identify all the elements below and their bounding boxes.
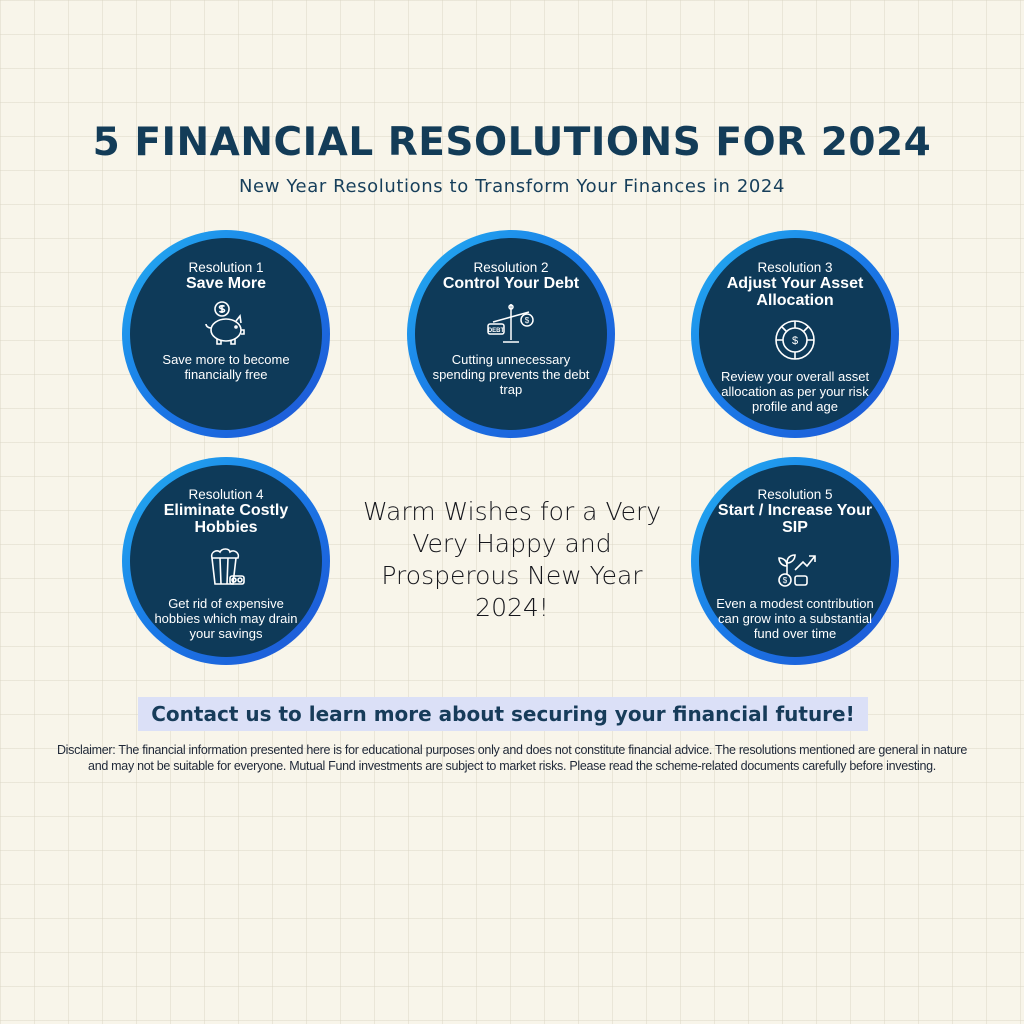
resolution-number: Resolution 3 (757, 260, 833, 275)
resolution-title: Adjust Your Asset Allocation (726, 275, 864, 309)
resolution-title: Control Your Debt (442, 275, 580, 292)
debt-scale-icon (485, 300, 537, 346)
page-subtitle: New Year Resolutions to Transform Your Finances in 2024 (238, 176, 786, 197)
contact-banner: Contact us to learn more about securing your financial future! (138, 697, 868, 731)
resolution-title: Save More (185, 275, 267, 292)
resolution-card-3 (691, 230, 899, 438)
disclaimer-text: Disclaimer: The financial information presented here is for educational purposes only and does not constitute financial advice. The resolutions mentioned are general in nature and may not be suitable for everyone. Mutual Fund investments are subject to market risks. Please read the scheme-related documents carefully before investing. (56, 743, 968, 773)
popcorn-cinema-icon (200, 544, 252, 590)
new-year-wishes: Warm Wishes for a Very Very Happy and Prosperous New Year 2024! (362, 497, 662, 622)
debt-label: DEBT (487, 328, 505, 334)
resolution-card-4 (122, 457, 330, 665)
resolution-description: Cutting unnecessary spending prevents the debt trap (432, 352, 590, 397)
resolution-number: Resolution 1 (188, 260, 264, 275)
resolution-card-5 (691, 457, 899, 665)
resolution-description: Even a modest contribution can grow into a substantial fund over time (716, 596, 874, 641)
resolution-description: Get rid of expensive hobbies which may drain your savings (154, 596, 298, 641)
svg-text:$: $ (524, 316, 530, 325)
page-title: 5 FINANCIAL RESOLUTIONS FOR 2024 (92, 120, 932, 165)
resolution-description: Save more to become financially free (162, 352, 290, 382)
resolution-title: Eliminate Costly Hobbies (163, 502, 289, 536)
resolution-card-2 (407, 230, 615, 438)
resolution-description: Review your overall asset allocation as per your risk profile and age (720, 369, 870, 414)
resolution-number: Resolution 4 (188, 487, 264, 502)
resolution-title: Start / Increase Your SIP (717, 502, 873, 536)
svg-text:$: $ (791, 335, 799, 347)
asset-pie-chart-icon (769, 317, 821, 363)
svg-text:$: $ (782, 576, 788, 585)
resolution-number: Resolution 5 (757, 487, 833, 502)
resolution-number: Resolution 2 (473, 260, 549, 275)
sip-growth-icon (769, 544, 821, 590)
piggy-bank-icon (200, 300, 252, 346)
resolution-card-1 (122, 230, 330, 438)
